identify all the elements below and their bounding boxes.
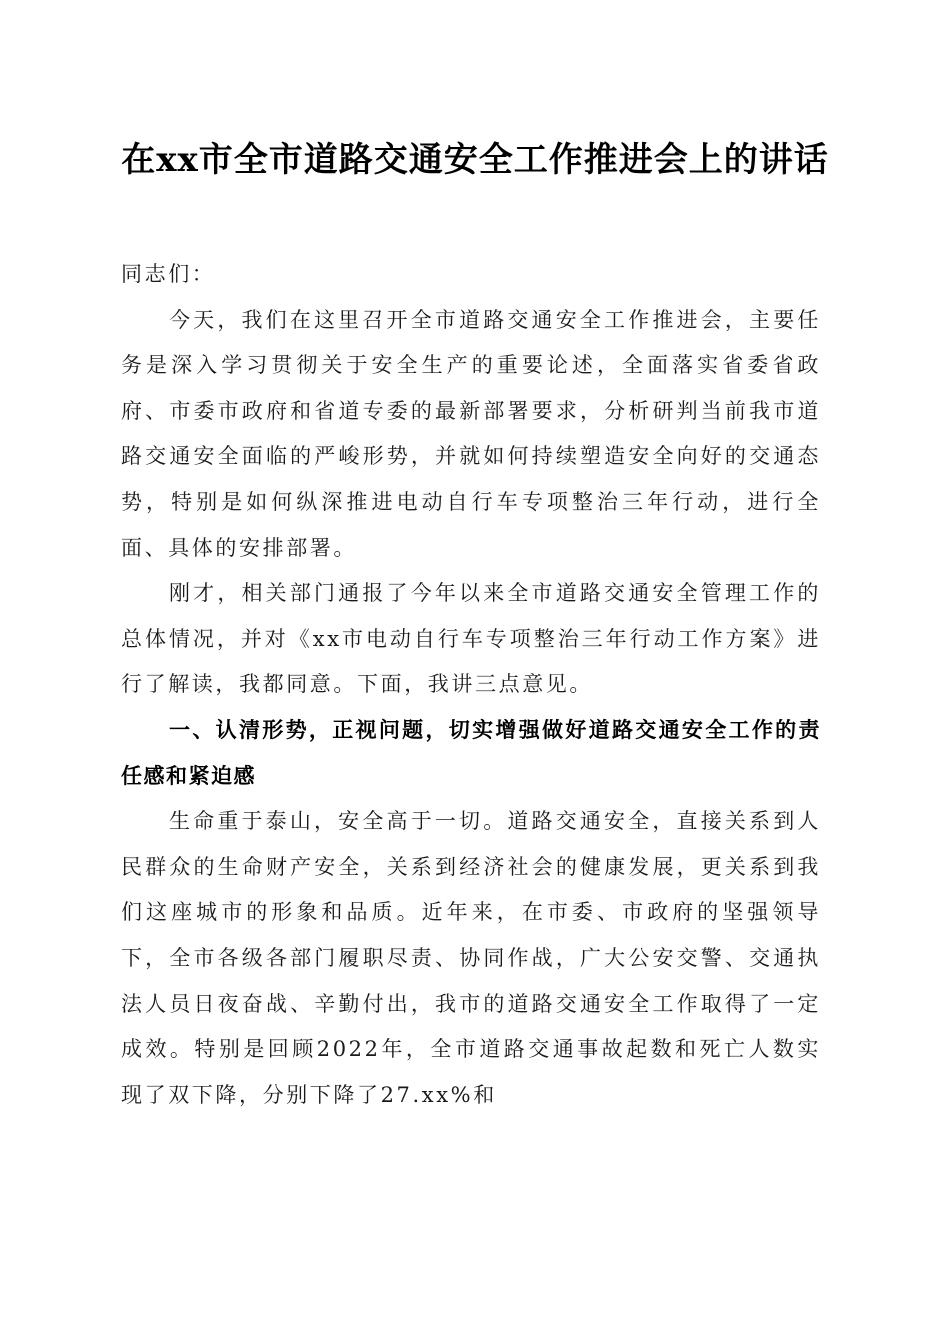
paragraph-intro: 今天，我们在这里召开全市道路交通安全工作推进会，主要任务是深入学习贯彻关于安全生产的重要论述，全面落实省委省政府、市委市政府和省道专委的最新部署要求，分析研判当前我市道路交通安全面临的严峻形势，并就如何持续塑造安全向好的交通态势，特别是如何纵深推进电动自行车专项整治三年行动，进行全面、具体的安排部署。: [121, 307, 821, 560]
section-heading-1: 一、认清形势，正视问题，切实增强做好道路交通安全工作的责任感和紧迫感: [121, 717, 821, 788]
salutation: 同志们：: [121, 262, 216, 286]
paragraph-report: 刚才，相关部门通报了今年以来全市道路交通安全管理工作的总体情况，并对《xx市电动自行车专项整治三年行动工作方案》进行了解读，我都同意。下面，我讲三点意见。: [121, 581, 821, 697]
document-body: [121, 252, 821, 1118]
page-title: 在xx市全市道路交通安全工作推进会上的讲话: [121, 140, 829, 180]
paragraph-section-1: 生命重于泰山，安全高于一切。道路交通安全，直接关系到人民群众的生命财产安全，关系到经济社会的健康发展，更关系到我们这座城市的形象和品质。近年来，在市委、市政府的坚强领导下，全市各级各部门履职尽责、协同作战，广大公安交警、交通执法人员日夜奋战、辛勤付出，我市的道路交通安全工作取得了一定成效。特别是回顾2022年，全市道路交通事故起数和死亡人数实现了双下降，分别下降了27.xx%和: [121, 809, 821, 1107]
